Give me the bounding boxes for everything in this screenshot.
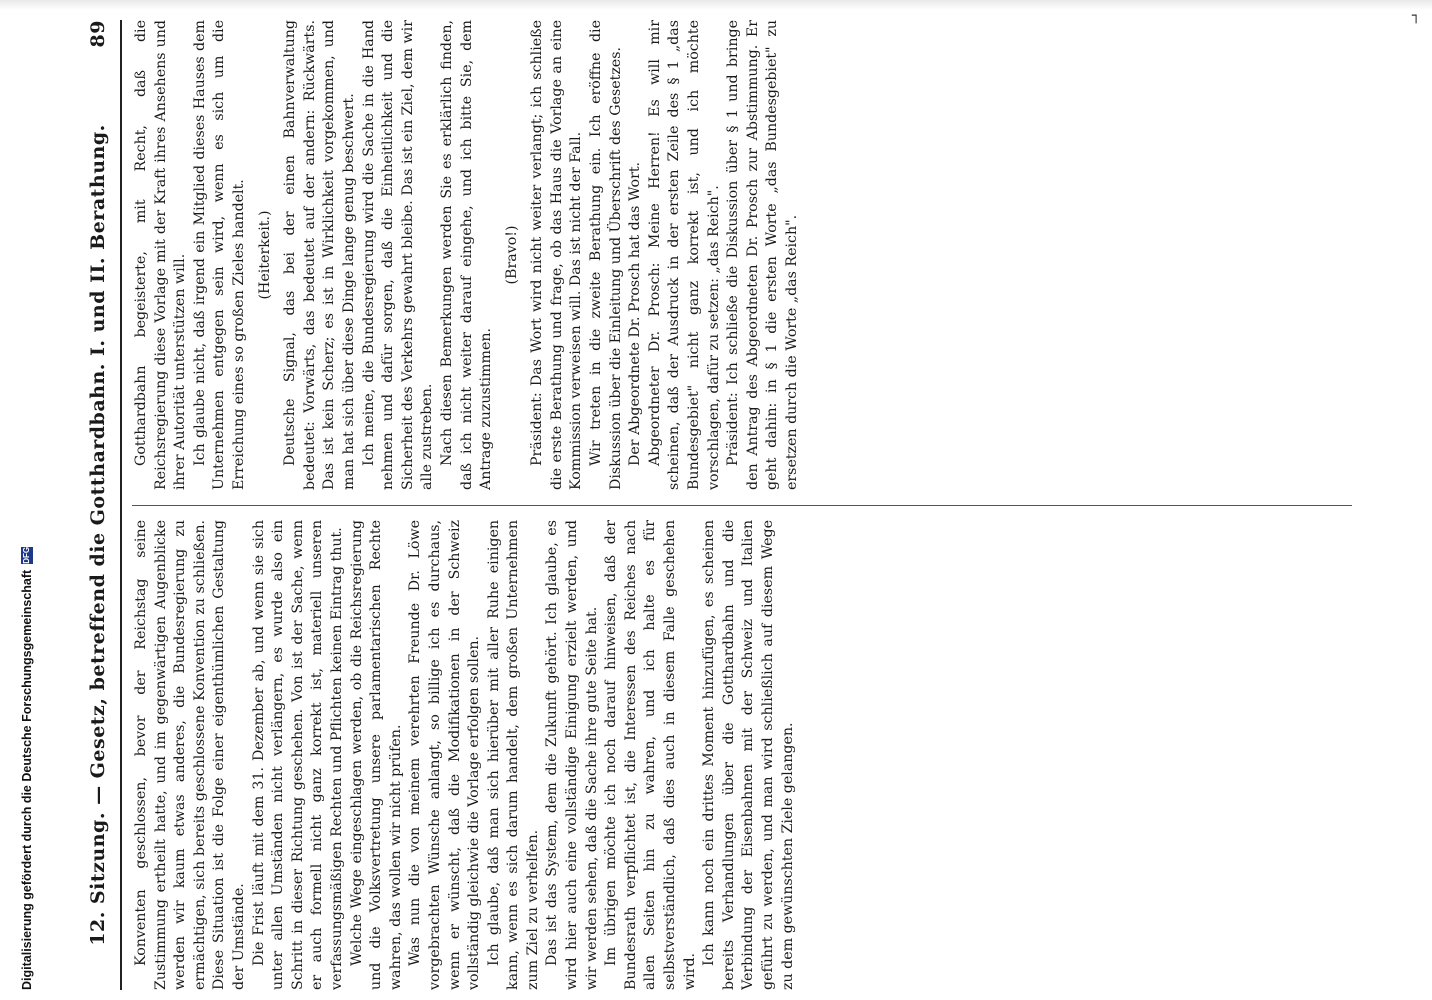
right-paragraph-8: Der Abgeordnete Dr. Prosch hat das Wort. bbox=[627, 161, 644, 466]
right-paragraph-3: Deutsche Signal, das bei der einen Bahnverwaltung bedeutet: Vorwärts, das bedeutet auf der andern: Rückwärts. Das ist kein Scherz; es ist in Wirklichkeit vorgekommen, und man hat sich über diese Dinge lange genug beschwert. bbox=[282, 20, 357, 490]
page-body bbox=[80, 10, 1380, 1000]
left-paragraph-8: Ich kann noch ein drittes Moment hinzufügen, es scheinen bereits Verhandlungen über die Gotthardbahn und die Verbindung der Eisenbahnen mit der Schweiz und Italien geführt zu werden, und man wird schließlich auf diesem Wege zu dem gewünschten Ziele gelangen. bbox=[701, 520, 796, 990]
applause-note-1: (Heiterkeit.) bbox=[256, 210, 273, 300]
right-paragraph-6: Präsident: Das Wort wird nicht weiter verlangt; ich schließe die erste Berathung und frage, ob das Haus die Vorlage an eine Kommission verweisen will. Das ist nicht der Fall. bbox=[529, 20, 585, 490]
right-paragraph-1: Gotthardbahn begeisterte, mit Recht, daß die Reichsregierung diese Vorlage mit der Kraft ihres Ansehens und ihrer Autorität unterstützen will. bbox=[133, 20, 189, 490]
header-rule bbox=[120, 20, 122, 990]
left-paragraph-2: Die Frist läuft mit dem 31. Dezember ab, und wenn sie sich unter allen Umständen nicht verlängern, es wurde also ein Schritt in dieser Richtung geschehen. Von ist der Sache, wenn er auch formell nicht ganz korrekt ist, materiell unseren verfassungsmäßigen Rechten und Pflichten keinen Eintrag thut. bbox=[250, 520, 345, 990]
left-paragraph-7: Im übrigen möchte ich noch darauf hinweisen, daß der Bundesrath verpflichtet ist, die Interessen des Reiches nach allen Seiten hin zu wahren, und ich halte es für selbstverständlich, daß dies auch in diesem Falle geschehen wird. bbox=[603, 520, 698, 990]
margin-mark-icon: ┐ bbox=[1412, 8, 1421, 24]
left-paragraph-6: Das ist das System, dem die Zukunft gehört. Ich glaube, es wird hier auch eine vollständige Einigung erzielt werden, und wir werden sehen, daß die Sache ihre gute Seite hat. bbox=[544, 520, 600, 990]
digitization-credit bbox=[0, 0, 34, 1000]
column-divider bbox=[132, 505, 1352, 506]
scan-edge bbox=[0, 0, 1432, 10]
dfg-logo-icon: DFG bbox=[22, 546, 31, 564]
credit-line bbox=[20, 546, 34, 990]
left-column bbox=[132, 520, 1352, 990]
left-paragraph-1: Konventen geschlossen, bevor der Reichstag seine Zustimmung ertheilt hatte, und im gegenwärtigen Augenblicke werden wir kaum etwas anderes, die Bundesregierung zu ermächtigen, sich bereits geschlossene Konvention zu schließen. Diese Situation ist die Folge einer eigenthümlichen Gestaltung der Umstände. bbox=[133, 520, 247, 990]
right-paragraph-7: Wir treten in die zweite Berathung ein. Ich eröffne die Diskussion über die Einleitung und Überschrift des Gesetzes. bbox=[588, 20, 624, 490]
right-paragraph-2: Ich glaube nicht, daß irgend ein Mitglied dieses Hauses dem Unternehmen entgegen sein wird, wenn es sich um die Erreichung eines so großen Zieles handelt. bbox=[191, 20, 247, 490]
credit-text: Digitalisierung gefördert durch die Deutsche Forschungsgemeinschaft bbox=[20, 569, 34, 990]
left-paragraph-3: Welche Wege eingeschlagen werden, ob die Reichsregierung und die Volksvertretung unsere parlamentarischen Rechte wahren, das wollen wir nicht prüfen. bbox=[348, 520, 404, 990]
right-paragraph-10: Präsident: Ich schließe die Diskussion über § 1 und bringe den Antrag des Abgeordneten Dr. Prosch zur Abstimmung. Er geht dahin: in § 1 die ersten Worte „das Bundesgebiet" zu ersetzen durch die Worte „das Reich". bbox=[725, 20, 800, 490]
left-paragraph-5: Ich glaube, daß man sich hierüber mit aller Ruhe einigen kann, wenn es sich darum handelt, dem großen Unternehmen zum Ziel zu verhelfen. bbox=[485, 520, 541, 990]
right-paragraph-5: Nach diesen Bemerkungen werden Sie es erklärlich finden, daß ich nicht weiter darauf eingehe, und ich bitte Sie, dem Antrage zuzustimmen. bbox=[438, 20, 495, 490]
running-header bbox=[80, 20, 116, 990]
rotated-page-content bbox=[80, 10, 1380, 1000]
left-paragraph-4: Was nun die von meinem verehrten Freunde Dr. Löwe vorgebrachten Wünsche anlangt, so billige ich es durchaus, wenn er wünscht, daß die Modifikationen in der Schweiz vollständig gleichwie die Vorlage erfolgen sollen. bbox=[407, 520, 483, 990]
applause-note-2: (Bravo!) bbox=[503, 225, 520, 285]
right-paragraph-9: Abgeordneter Dr. Prosch: Meine Herren! Es will mir scheinen, daß der Ausdruck in der ersten Zeile des § 1 „das Bundesgebiet" nicht ganz korrekt ist, und ich möchte vorschlagen, dafür zu setzen: „das Reich". bbox=[646, 20, 722, 490]
right-column bbox=[132, 20, 1352, 490]
page-number: 89 bbox=[87, 20, 109, 48]
running-title: 12. Sitzung. — Gesetz, betreffend die Gotthardbahn. I. und II. Berathung. bbox=[87, 124, 109, 946]
right-paragraph-4: Ich meine, die Bundesregierung wird die Sache in die Hand nehmen und dafür sorgen, daß die Einheitlichkeit und die Sicherheit des Verkehrs gewahrt bleibe. Das ist ein Ziel, dem wir alle zustreben. bbox=[360, 20, 436, 490]
